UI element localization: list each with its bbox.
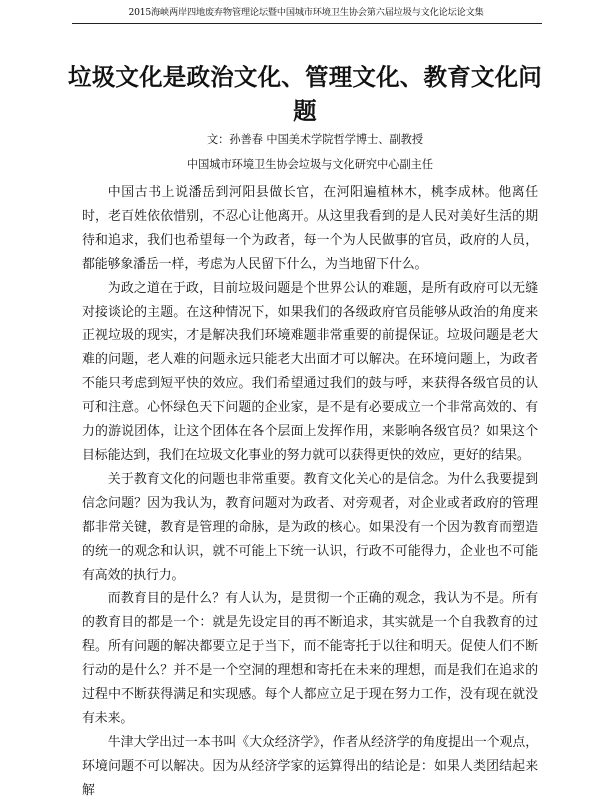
header-rule [72,23,542,24]
author-line: 文：孙善春 中国美术学院哲学博士、副教授 [206,133,424,146]
paragraph: 而教育目的是什么？有人认为，是贯彻一个正确的观念，我认为不是。所有的教育目的都是一个：就是先设定目的再不断追求，其实就是一个自我教育的过程。所有问题的解决都要立足于当下，而不能寄托于以往和明天。促使人们不断行动的是什么？并不是一个空洞的理想和寄托在未来的理想，而是我们在追求的过程中不断获得满足和实现感。每个人都应立足于现在努力工作，没有现在就没有未来。 [82,591,538,726]
paragraph: 关于教育文化的问题也非常重要。教育文化关心的是信念。为什么我要提到信念问题？因为我认为，教育问题对为政者、对旁观者，对企业或者政府的管理都非常关键，教育是管理的命脉，是为政的核心。如果没有一个因为教育而塑造的统一的观念和认识，就不可能上下统一认识，行政不可能得力，企业也不可能有高效的执行力。 [82,471,538,583]
paragraph: 中国古书上说潘岳到河阳县做长官，在河阳遍植林木，桃李成林。他离任时，老百姓依依惜别，不忍心让他离开。从这里我看到的是人民对美好生活的期待和追求，我们也希望每一个为政者，每一个为人民做事的官员，政府的人员，都能够象潘岳一样，考虑为人民留下什么，为当地留下什么。 [82,185,538,272]
article-title: 垃圾文化是政治文化、管理文化、教育文化问题 [68,63,542,125]
body-text [82,181,538,803]
paragraph: 牛津大学出过一本书叫《大众经济学》，作者从经济学的角度提出一个观点，环境问题不可以解决。因为从经济学家的运算得出的结论是：如果人类团结起来解 [82,734,538,798]
paragraph: 为政之道在于政，目前垃圾问题是个世界公认的难题，是所有政府可以无缝对接谈论的主题。在这种情况下，如果我们的各级政府官员能够从政治的角度来正视垃圾的现实，才是解决我们环境难题非常重要的前提保证。垃圾问题是老大难的问题，老人难的问题永远只能老大出面才可以解决。在环境问题上，为政者不能只考虑到短平快的效应。我们希望通过我们的鼓与呼，来获得各级官员的认可和注意。心怀绿色天下问题的企业家，是不是有必要成立一个非常高效的、有力的游说团体，让这个团体在各个层面上发挥作用，来影响各级官员？如果这个目标能达到，我们在垃圾文化事业的努力就可以获得更快的效应，更好的结果。 [82,280,538,463]
running-header: 2015海峡两岸四地废弃物管理论坛暨中国城市环境卫生协会第六届垃圾与文化论坛论文集 [128,7,484,18]
affiliation-line: 中国城市环境卫生协会垃圾与文化研究中心副主任 [186,158,434,171]
